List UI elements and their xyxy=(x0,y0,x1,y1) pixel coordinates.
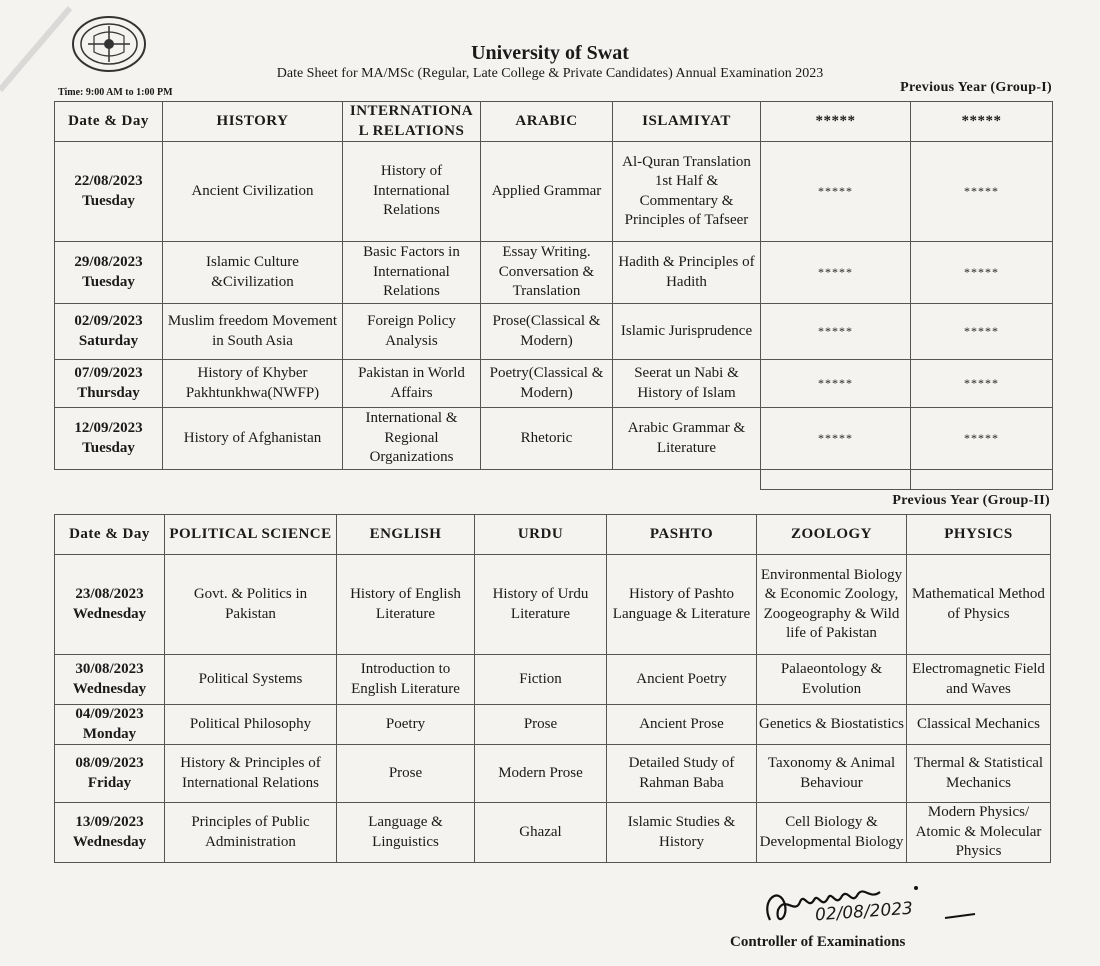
header-english: ENGLISH xyxy=(337,515,475,555)
date: 30/08/2023 xyxy=(75,661,144,677)
paper-cell: Language & Linguistics xyxy=(337,803,475,863)
paper-cell: Taxonomy & Animal Behaviour xyxy=(757,745,907,803)
table-spacer-row xyxy=(55,470,1053,490)
paper-cell: International & Regional Organizations xyxy=(343,408,481,470)
header-blank-2: ***** xyxy=(911,102,1053,142)
paper-cell: Electromagnetic Field and Waves xyxy=(907,655,1051,705)
day: Thursday xyxy=(77,384,140,401)
paper-cell: Prose xyxy=(475,705,607,745)
paper-cell: Basic Factors in International Relations xyxy=(343,242,481,304)
header-physics: PHYSICS xyxy=(907,515,1051,555)
group-2-label: Previous Year (Group-II) xyxy=(892,493,1050,508)
paper-cell: History of Khyber Pakhtunkhwa(NWFP) xyxy=(163,360,343,408)
paper-cell: ***** xyxy=(761,142,911,242)
paper-cell: Thermal & Statistical Mechanics xyxy=(907,745,1051,803)
header-zoology: ZOOLOGY xyxy=(757,515,907,555)
header-arabic: ARABIC xyxy=(481,102,613,142)
paper-cell: ***** xyxy=(761,360,911,408)
header-blank-1: ***** xyxy=(761,102,911,142)
paper-cell: Genetics & Biostatistics xyxy=(757,705,907,745)
paper-cell: Rhetoric xyxy=(481,408,613,470)
date: 02/09/2023 xyxy=(74,313,143,329)
paper-cell: Foreign Policy Analysis xyxy=(343,304,481,360)
paper-cell: Islamic Studies & History xyxy=(607,803,757,863)
paper-cell: Islamic Culture &Civilization xyxy=(163,242,343,304)
paper-cell: Islamic Jurisprudence xyxy=(613,304,761,360)
document-subtitle: Date Sheet for MA/MSc (Regular, Late College & Private Candidates) Annual Examination 2023 xyxy=(276,66,824,81)
table-row xyxy=(55,242,1053,304)
group-2-table xyxy=(54,514,1051,863)
day: Saturday xyxy=(78,332,139,349)
date: 23/08/2023 xyxy=(75,586,144,602)
date-cell xyxy=(55,745,165,803)
day: Tuesday xyxy=(82,192,135,209)
paper-cell: Seerat un Nabi & History of Islam xyxy=(613,360,761,408)
header-date-day: Date & Day xyxy=(55,515,165,555)
date-cell xyxy=(55,803,165,863)
table-row xyxy=(55,304,1053,360)
date-cell xyxy=(55,655,165,705)
date-cell xyxy=(55,555,165,655)
paper-cell: Muslim freedom Movement in South Asia xyxy=(163,304,343,360)
paper-cell: Al-Quran Translation 1st Half & Commentary & Principles of Tafseer xyxy=(613,142,761,242)
paper-cell: Palaeontology & Evolution xyxy=(757,655,907,705)
header-history: HISTORY xyxy=(163,102,343,142)
paper-cell: History of Pashto Language & Literature xyxy=(607,555,757,655)
paper-cell: Mathematical Method of Physics xyxy=(907,555,1051,655)
table-row xyxy=(55,360,1053,408)
table-header-row xyxy=(55,515,1051,555)
paper-cell: ***** xyxy=(911,304,1053,360)
day: Tuesday xyxy=(82,439,135,456)
paper-cell: Ghazal xyxy=(475,803,607,863)
day: Tuesday xyxy=(82,273,135,290)
table-row xyxy=(55,705,1051,745)
table-row xyxy=(55,655,1051,705)
paper-cell: ***** xyxy=(761,242,911,304)
day: Monday xyxy=(82,725,137,742)
paper-cell: ***** xyxy=(911,242,1053,304)
date: 12/09/2023 xyxy=(74,420,143,436)
paper-cell: ***** xyxy=(911,360,1053,408)
signature-date: 02/08/2023 xyxy=(814,898,914,926)
exam-time: Time: 9:00 AM to 1:00 PM xyxy=(58,87,173,98)
paper-cell: Ancient Civilization xyxy=(163,142,343,242)
paper-cell: History of English Literature xyxy=(337,555,475,655)
paper-cell: ***** xyxy=(911,142,1053,242)
paper-cell: Modern Prose xyxy=(475,745,607,803)
table-row xyxy=(55,745,1051,803)
day: Wednesday xyxy=(72,680,147,697)
paper-cell: Introduction to English Literature xyxy=(337,655,475,705)
date-cell xyxy=(55,408,163,470)
table-header-row xyxy=(55,102,1053,142)
header-international-relations: INTERNATIONA L RELATIONS xyxy=(343,102,481,142)
paper-cell: Arabic Grammar & Literature xyxy=(613,408,761,470)
header-pashto: PASHTO xyxy=(607,515,757,555)
day: Friday xyxy=(87,774,132,791)
paper-cell: Modern Physics/ Atomic & Molecular Physics xyxy=(907,803,1051,863)
paper-cell: Political Philosophy xyxy=(165,705,337,745)
table-row xyxy=(55,142,1053,242)
paper-cell: ***** xyxy=(911,408,1053,470)
header-urdu: URDU xyxy=(475,515,607,555)
date-cell xyxy=(55,142,163,242)
paper-cell: Principles of Public Administration xyxy=(165,803,337,863)
date: 22/08/2023 xyxy=(74,173,143,189)
paper-cell: History of Afghanistan xyxy=(163,408,343,470)
day: Wednesday xyxy=(72,605,147,622)
paper-cell: ***** xyxy=(761,304,911,360)
paper-cell: History of Urdu Literature xyxy=(475,555,607,655)
paper-cell: Political Systems xyxy=(165,655,337,705)
paper-cell: History of International Relations xyxy=(343,142,481,242)
group-1-table xyxy=(54,101,1053,490)
signatory-title: Controller of Examinations xyxy=(730,934,906,950)
date: 04/09/2023 xyxy=(75,706,144,722)
paper-cell: Ancient Poetry xyxy=(607,655,757,705)
paper-cell: ***** xyxy=(761,408,911,470)
date: 08/09/2023 xyxy=(75,755,144,771)
paper-cell: Essay Writing. Conversation & Translation xyxy=(481,242,613,304)
date: 13/09/2023 xyxy=(75,814,144,830)
paper-cell: Environmental Biology & Economic Zoology, Zoogeography & Wild life of Pakistan xyxy=(757,555,907,655)
date-cell xyxy=(55,705,165,745)
header-political-science: POLITICAL SCIENCE xyxy=(165,515,337,555)
date-cell xyxy=(55,242,163,304)
group-1-label: Previous Year (Group-I) xyxy=(900,80,1052,95)
paper-cell: Classical Mechanics xyxy=(907,705,1051,745)
paper-cell: Govt. & Politics in Pakistan xyxy=(165,555,337,655)
paper-cell: Poetry(Classical & Modern) xyxy=(481,360,613,408)
date: 07/09/2023 xyxy=(74,365,143,381)
header-islamiyat: ISLAMIYAT xyxy=(613,102,761,142)
paper-cell: Prose xyxy=(337,745,475,803)
table-row xyxy=(55,555,1051,655)
date-cell xyxy=(55,304,163,360)
paper-cell: History & Principles of International Relations xyxy=(165,745,337,803)
date: 29/08/2023 xyxy=(74,254,143,270)
paper-cell: Detailed Study of Rahman Baba xyxy=(607,745,757,803)
paper-cell: Applied Grammar xyxy=(481,142,613,242)
paper-cell: Hadith & Principles of Hadith xyxy=(613,242,761,304)
document-title: University of Swat xyxy=(471,42,629,64)
day: Wednesday xyxy=(72,833,147,850)
table-row xyxy=(55,803,1051,863)
header-date-day: Date & Day xyxy=(55,102,163,142)
paper-cell: Prose(Classical & Modern) xyxy=(481,304,613,360)
paper-cell: Ancient Prose xyxy=(607,705,757,745)
paper-cell: Cell Biology & Developmental Biology xyxy=(757,803,907,863)
paper-cell: Fiction xyxy=(475,655,607,705)
date-cell xyxy=(55,360,163,408)
table-row xyxy=(55,408,1053,470)
paper-cell: Poetry xyxy=(337,705,475,745)
paper-cell: Pakistan in World Affairs xyxy=(343,360,481,408)
